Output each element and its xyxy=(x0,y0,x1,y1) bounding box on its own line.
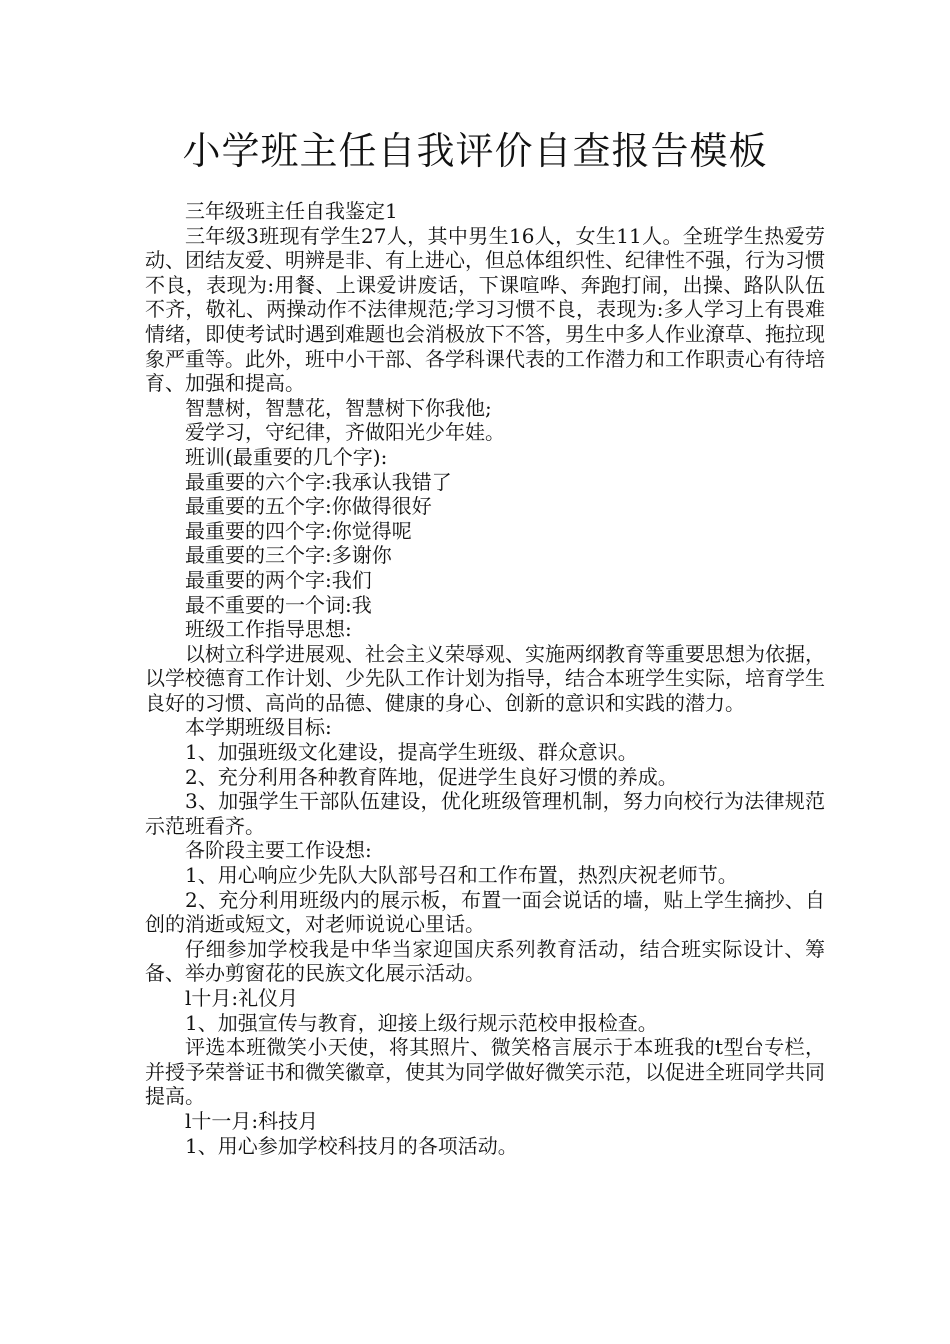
document-title: 小学班主任自我评价自查报告模板 xyxy=(182,129,768,173)
paragraph: 各阶段主要工作设想: xyxy=(185,838,372,863)
paragraph: 爱学习，守纪律，齐做阳光少年娃。 xyxy=(185,420,505,445)
paragraph: 最重要的三个字:多谢你 xyxy=(185,543,392,568)
paragraph: 最重要的四个字:你觉得呢 xyxy=(185,518,412,543)
paragraph: 2、充分利用各种教育阵地，促进学生良好习惯的养成。 xyxy=(185,764,678,789)
paragraph: 最重要的五个字:你做得很好 xyxy=(185,494,432,519)
paragraph: 1、加强宣传与教育，迎接上级行规示范校申报检查。 xyxy=(185,1010,658,1035)
paragraph: 2、充分利用班级内的展示板，布置一面会说话的墙，贴上学生摘抄、自创的消逝或短文，对老师说说心里话。 xyxy=(145,887,825,937)
paragraph: 1、用心响应少先队大队部号召和工作布置，热烈庆祝老师节。 xyxy=(185,863,738,888)
paragraph: 三年级3班现有学生27人，其中男生16人，女生11人。全班学生热爱劳动、团结友爱、明辨是非、有上进心，但总体组织性、纪律性不强，行为习惯不良，表现为:用餐、上课爱讲废话，下课喧哗、奔跑打闹，出操、路队队伍不齐，敬礼、两操动作不法律规范;学习习惯不良，表现为:多人学习上有畏难情绪，即使考试时遇到难题也会消极放下不答，男生中多人作业潦草、拖拉现象严重等。此外，班中小干部、各学科课代表的工作潜力和工作职责心有待培育、加强和提高。 xyxy=(145,223,825,396)
paragraph: 最重要的两个字:我们 xyxy=(185,567,372,592)
paragraph: 3、加强学生干部队伍建设，优化班级管理机制，努力向校行为法律规范示范班看齐。 xyxy=(145,789,825,838)
paragraph: 班训(最重要的几个字): xyxy=(185,444,388,469)
paragraph: 最重要的六个字:我承认我错了 xyxy=(185,469,452,494)
paragraph: l十月:礼仪月 xyxy=(185,986,299,1010)
paragraph: 班级工作指导思想: xyxy=(185,617,352,642)
paragraph: 仔细参加学校我是中华当家迎国庆系列教育活动，结合班实际设计、筹备、举办剪窗花的民族文化展示活动。 xyxy=(145,936,825,986)
paragraph: 评选本班微笑小天使，将其照片、微笑格言展示于本班我的t型台专栏，并授予荣誉证书和微笑徽章，使其为同学做好微笑示范，以促进全班同学共同提高。 xyxy=(145,1035,825,1109)
paragraph: 以树立科学进展观、社会主义荣辱观、实施两纲教育等重要思想为依据，以学校德育工作计划、少先队工作计划为指导，结合本班学生实际，培育学生良好的习惯、高尚的品德、健康的身心、创新的意识和实践的潜力。 xyxy=(145,641,825,715)
paragraph: 1、用心参加学校科技月的各项活动。 xyxy=(185,1133,518,1158)
paragraph: 最不重要的一个词:我 xyxy=(185,592,372,617)
paragraph: l十一月:科技月 xyxy=(185,1108,319,1133)
paragraph: 三年级班主任自我鉴定1 xyxy=(185,199,398,223)
document-body xyxy=(145,199,825,1158)
paragraph: 本学期班级目标: xyxy=(185,715,332,740)
paragraph: 智慧树，智慧花，智慧树下你我他; xyxy=(185,395,492,420)
paragraph: 1、加强班级文化建设，提高学生班级、群众意识。 xyxy=(185,740,638,765)
